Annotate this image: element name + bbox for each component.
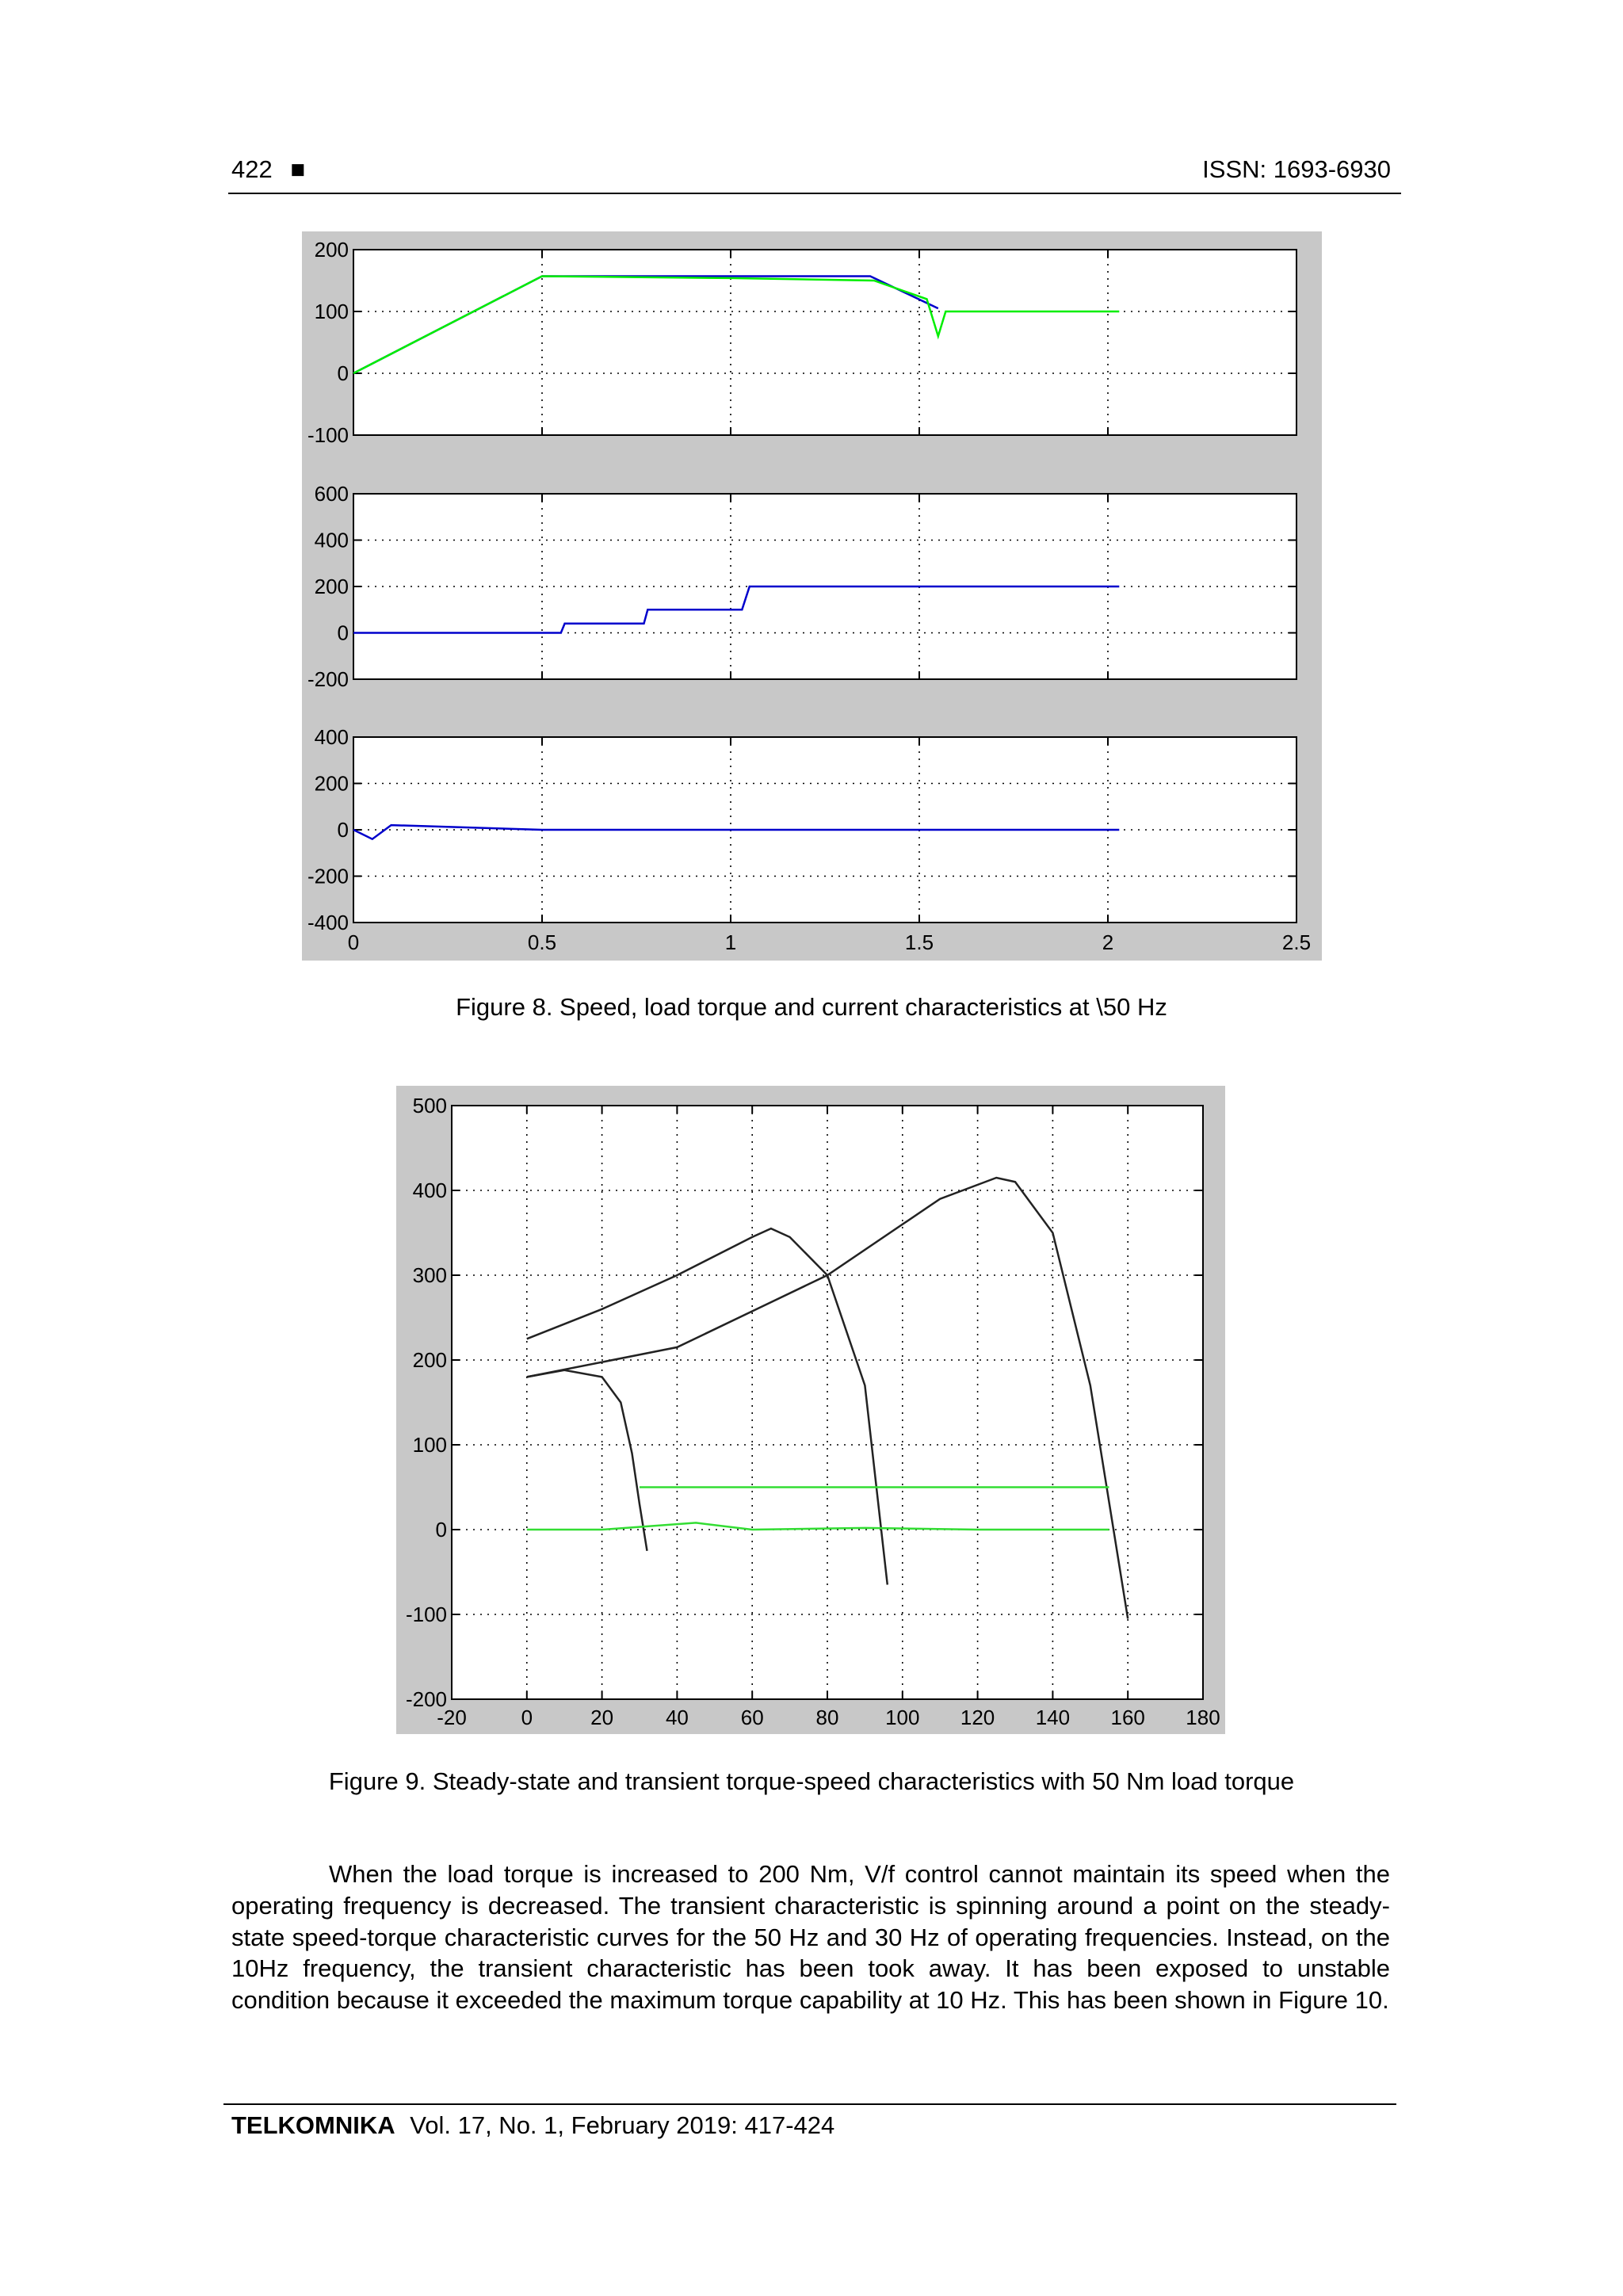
figure8-caption: Figure 8. Speed, load torque and current characteristics at \50 Hz: [456, 993, 1167, 1021]
footer-journal: TELKOMNIKA: [231, 2111, 395, 2139]
figure9-ytick-label-1: 400: [412, 1179, 447, 1202]
figure8-panel2-ytick-label-3: -200: [307, 864, 349, 888]
body-paragraph: [231, 1859, 1390, 2016]
figure9-chart: [396, 1086, 1225, 1734]
figure8-panel0-ytick-label-3: -100: [307, 423, 349, 447]
figure9-xtick-label-4: 60: [740, 1706, 764, 1729]
figure9-ytick-label-7: -200: [405, 1687, 447, 1711]
figure8-panel0-ytick-label-2: 0: [337, 361, 349, 385]
footer-citation: Vol. 17, No. 1, February 2019: 417-424: [410, 2111, 835, 2139]
figure9-ytick-label-5: 0: [435, 1518, 447, 1541]
figure8-load-torque-panel: [307, 482, 1296, 691]
footer-rule: [223, 2103, 1396, 2105]
figure8-panel2-ytick-label-4: -400: [307, 911, 349, 934]
figure9-xtick-label-9: 160: [1110, 1706, 1145, 1729]
figure9-torque-speed-panel: [406, 1094, 1220, 1729]
page-number: [231, 155, 305, 184]
header-rule: [228, 193, 1401, 194]
figure9-ytick-label-6: -100: [405, 1603, 447, 1626]
figure8-panel2-xtick-label-3: 1.5: [904, 930, 934, 954]
figure9-ytick-label-0: 500: [412, 1094, 447, 1117]
figure9-xtick-label-3: 40: [665, 1706, 689, 1729]
figure9-xtick-label-2: 20: [590, 1706, 614, 1729]
figure9-xtick-label-8: 140: [1035, 1706, 1071, 1729]
figure8-panel2-ytick-label-2: 0: [337, 818, 349, 842]
figure9-xtick-label-5: 80: [815, 1706, 839, 1729]
figure8-panel0-ytick-label-1: 100: [314, 300, 349, 323]
figure8-panel2-ytick-label-1: 200: [314, 771, 349, 796]
header-marker: ■: [290, 155, 306, 183]
figure9-caption: Figure 9. Steady-state and transient torque-speed characteristics with 50 Nm load torque: [328, 1767, 1295, 1795]
figure9-xtick-label-0: -20: [437, 1706, 467, 1729]
figure8-speed-panel: [307, 238, 1296, 447]
figure8-panel1-ytick-label-0: 600: [314, 482, 349, 506]
figure8-panel2-xtick-label-1: 0.5: [527, 930, 557, 954]
issn-label: ISSN: 1693-6930: [1202, 155, 1391, 183]
figure9-ytick-label-4: 100: [412, 1433, 447, 1457]
figure8-chart: [302, 231, 1322, 961]
figure9-ytick-label-3: 200: [412, 1348, 447, 1372]
figure8-panel2-xtick-label-0: 0: [347, 930, 360, 954]
figure8-panel0-ytick-label-0: 200: [314, 238, 349, 262]
figure8-panel1-ytick-label-1: 400: [314, 528, 349, 552]
footer: [231, 2111, 834, 2140]
figure8-panel2-xtick-label-2: 1: [724, 930, 737, 954]
page-number-text: 422: [231, 155, 273, 183]
figure8-panel1-ytick-label-4: -200: [307, 667, 349, 691]
figure9-xtick-label-7: 120: [960, 1706, 995, 1729]
figure9-ytick-label-2: 300: [412, 1263, 447, 1287]
body-paragraph-text: When the load torque is increased to 200 Nm, V/f control cannot maintain its speed when the operating frequency is decreased. The transient characteristic is spinning around a point on the steady-state speed-torque characteristic curves for the 50 Hz and 30 Hz of operating frequencies. Instead, on the 10Hz frequency, the transient characteristic has been took away. It has been exposed to unstable condition because it exceeded the maximum torque capability at 10 Hz. This has been shown in Figure 10.: [231, 1860, 1390, 2015]
figure9-xtick-label-6: 100: [885, 1706, 920, 1729]
figure8-current-panel: [307, 725, 1311, 954]
figure8-panel2-xtick-label-5: 2.5: [1281, 930, 1312, 954]
figure8-panel1-ytick-label-3: 0: [337, 621, 349, 645]
figure9-xtick-label-1: 0: [521, 1706, 533, 1729]
figure8-panel1-ytick-label-2: 200: [314, 575, 349, 598]
figure8-panel2-ytick-label-0: 400: [314, 725, 349, 749]
figure9-xtick-label-10: 180: [1186, 1706, 1220, 1729]
figure8-panel0-plot-area: [353, 250, 1296, 435]
figure9-plot-area: [452, 1106, 1203, 1699]
figure8-panel2-xtick-label-4: 2: [1102, 930, 1114, 954]
